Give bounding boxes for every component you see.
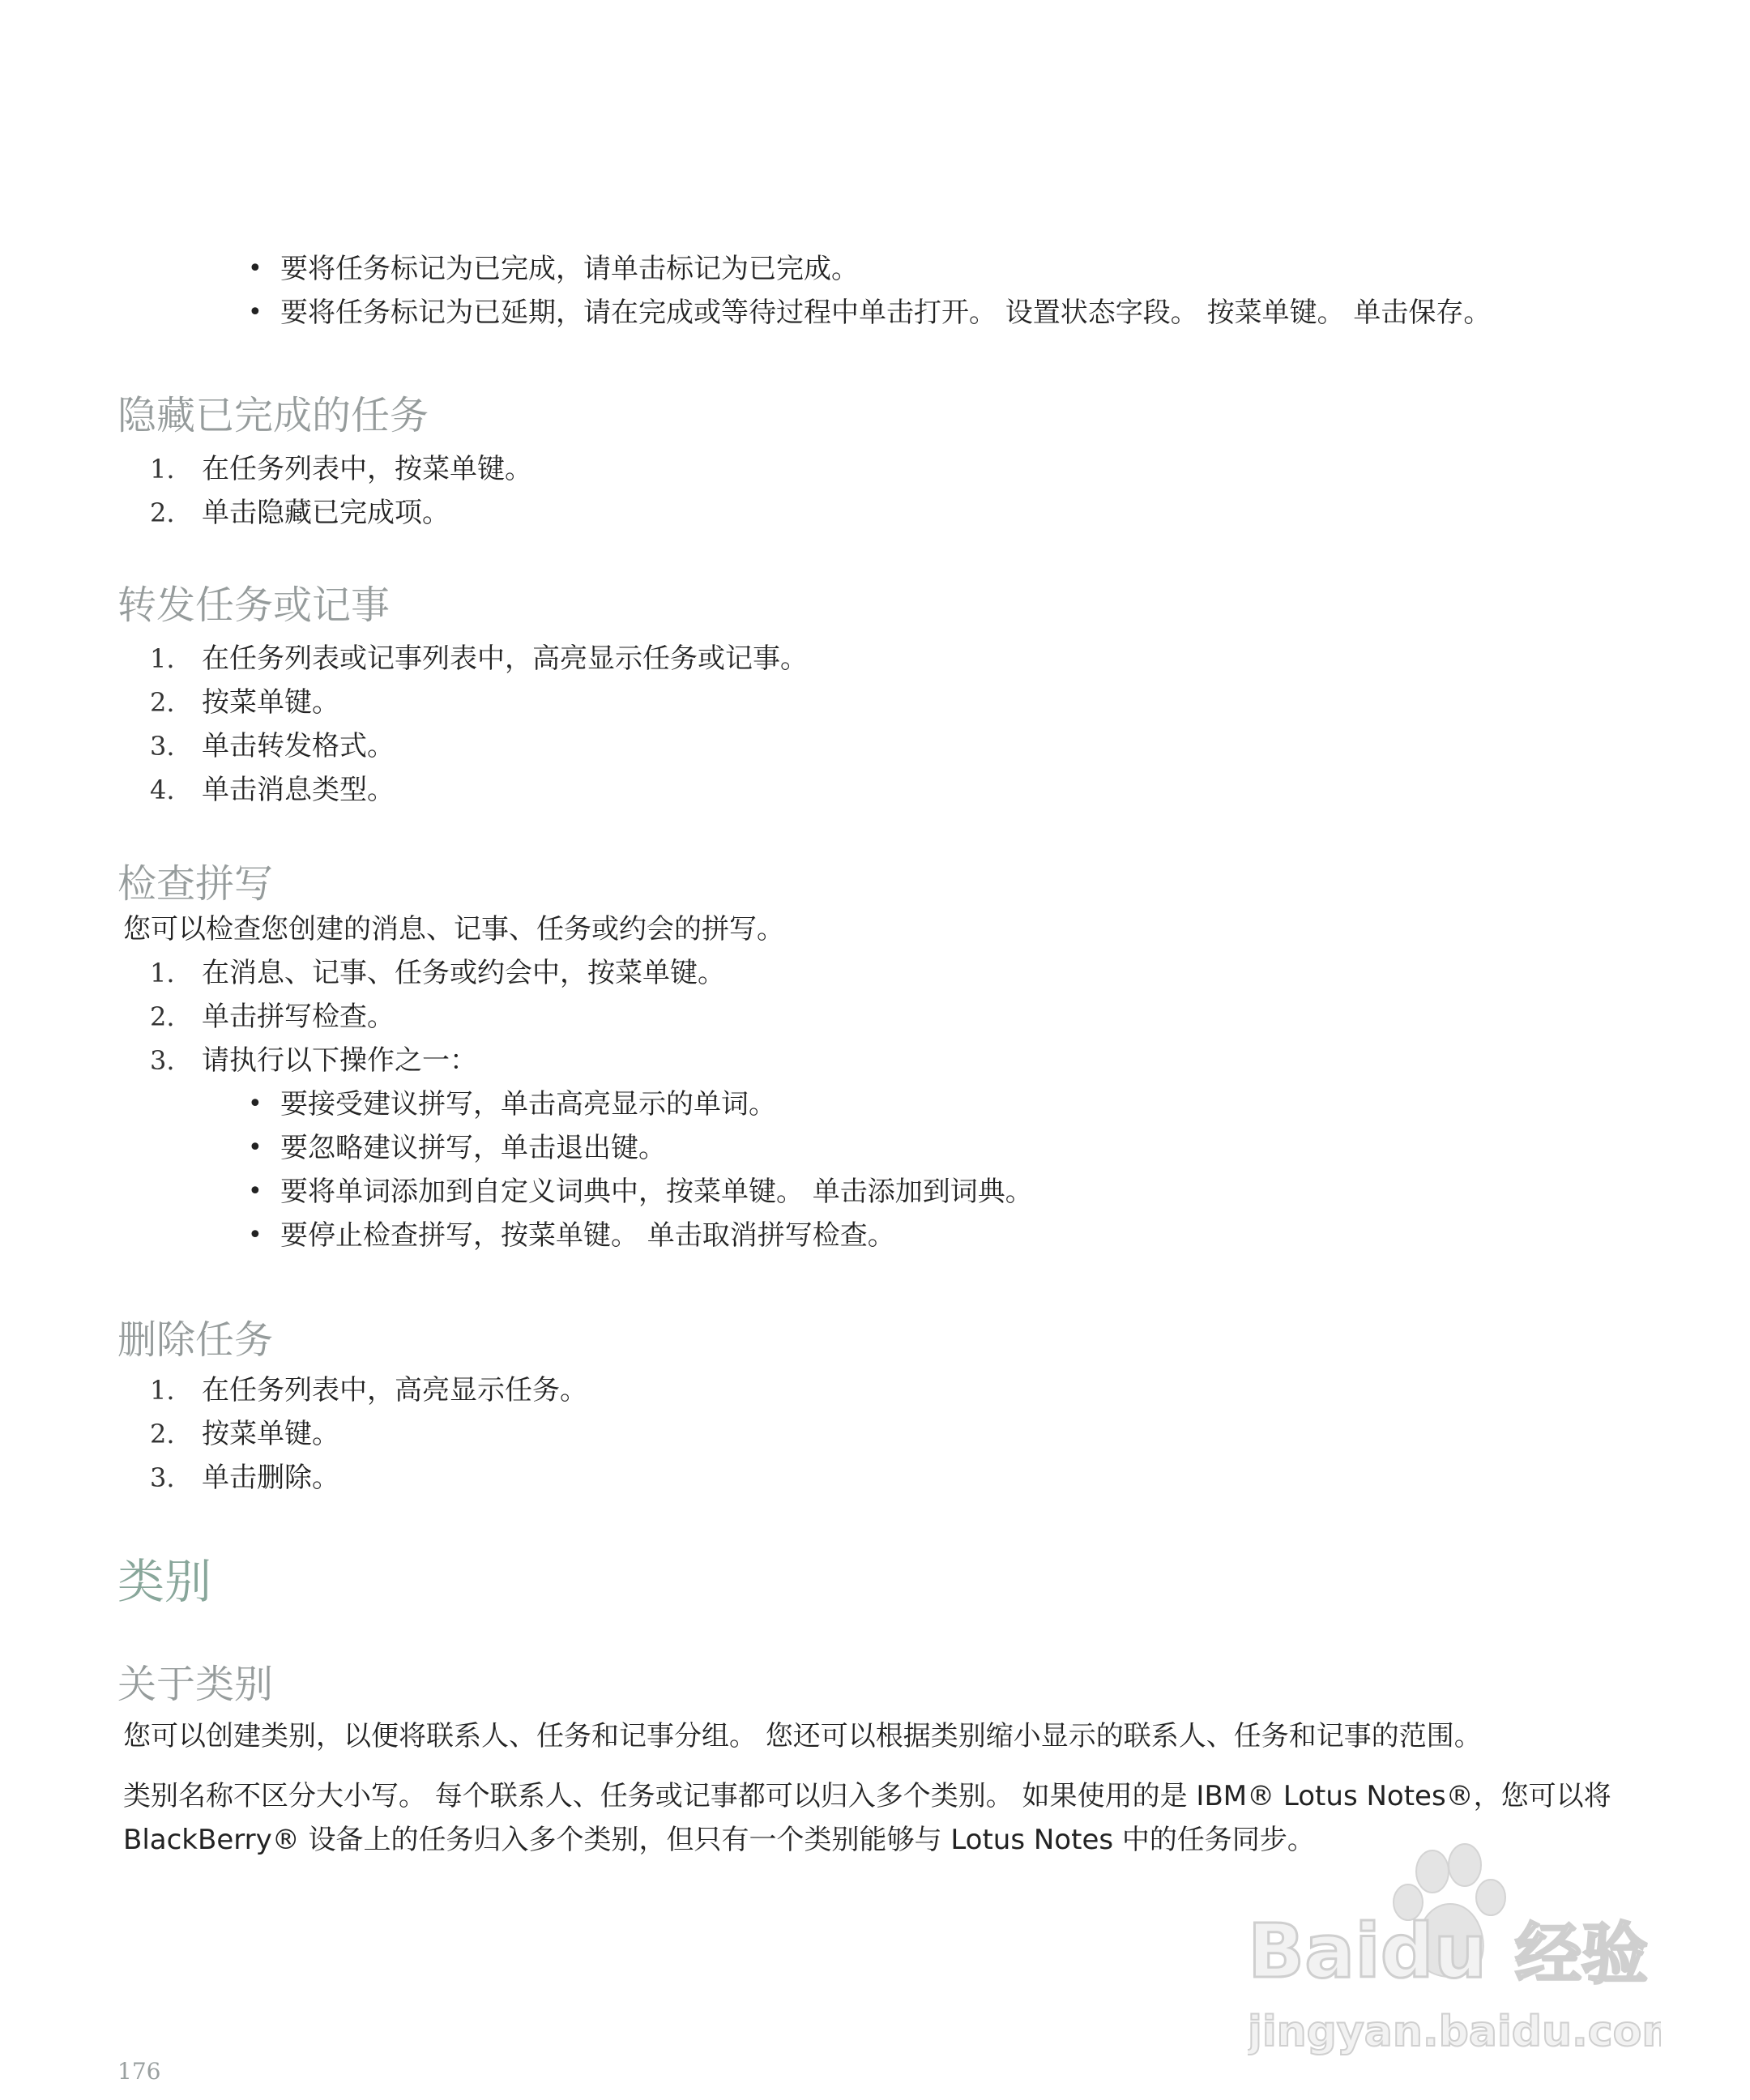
spell-options-list <box>241 1082 1033 1257</box>
step-text: 在任务列表或记事列表中，高亮显示任务或记事。 <box>202 642 808 675</box>
step-text: 单击消息类型。 <box>202 774 395 806</box>
bullet-text: 要将单词添加到自定义词典中，按菜单键。 单击添加到词典。 <box>280 1176 1033 1208</box>
list-item <box>150 1456 587 1500</box>
bullet-icon: • <box>248 254 262 283</box>
bullet-text: 要将任务标记为已完成，请单击标记为已完成。 <box>280 253 859 285</box>
spell-intro: 您可以检查您创建的消息、记事、任务或约会的拼写。 <box>123 913 784 945</box>
step-number: 3. <box>150 731 175 762</box>
step-text: 在任务列表中，按菜单键。 <box>202 453 532 485</box>
bullet-text: 要接受建议拼写，单击高亮显示的单词。 <box>280 1088 776 1120</box>
watermark-url: jingyan.baidu.com <box>1248 2008 1661 2056</box>
step-number: 2. <box>150 1001 175 1032</box>
list-item <box>150 1412 587 1456</box>
list-item <box>150 951 725 995</box>
step-number: 3. <box>150 1045 175 1076</box>
step-number: 1. <box>150 1375 175 1406</box>
list-item <box>241 291 1491 335</box>
list-item <box>150 1039 725 1082</box>
watermark-suffix: 经验 <box>1515 1916 1649 1993</box>
top-bullet-list <box>241 247 1491 335</box>
bullet-icon: • <box>248 1090 262 1118</box>
steps-list-delete <box>150 1368 587 1500</box>
step-text: 按菜单键。 <box>202 686 339 719</box>
watermark-brand: Baidu <box>1248 1908 1488 1995</box>
list-item <box>241 1126 1033 1170</box>
step-number: 1. <box>150 454 175 484</box>
step-text: 单击拼写检查。 <box>202 1001 395 1033</box>
list-item <box>150 724 808 768</box>
list-item <box>150 768 808 812</box>
list-item <box>150 1368 587 1412</box>
list-item <box>150 447 532 491</box>
about-paragraph-2: 类别名称不区分大小写。 每个联系人、任务或记事都可以归入多个类别。 如果使用的是 IBM® Lotus Notes®，您可以将 BlackBerry® 设备上的任务归入多个类别，但只有一个类别能够与 Lotus Notes 中的任务同步。 <box>123 1780 1611 1856</box>
list-item <box>241 1082 1033 1126</box>
step-number: 1. <box>150 643 175 674</box>
step-number: 2. <box>150 687 175 718</box>
bullet-icon: • <box>248 298 262 327</box>
step-text: 单击删除。 <box>202 1462 339 1494</box>
steps-list-forward <box>150 637 808 812</box>
bullet-text: 要忽略建议拼写，单击退出键。 <box>280 1132 666 1164</box>
bullet-text: 要将任务标记为已延期，请在完成或等待过程中单击打开。 设置状态字段。 按菜单键。 单击保存。 <box>280 297 1492 329</box>
bullet-icon: • <box>248 1177 262 1206</box>
step-text: 在消息、记事、任务或约会中，按菜单键。 <box>202 957 725 989</box>
step-number: 3. <box>150 1462 175 1493</box>
list-item <box>150 995 725 1039</box>
baidu-watermark <box>1248 1823 1661 2066</box>
list-item <box>241 1170 1033 1214</box>
about-paragraph-1: 您可以创建类别，以便将联系人、任务和记事分组。 您还可以根据类别缩小显示的联系人、任务和记事的范围。 <box>123 1720 1482 1752</box>
step-number: 2. <box>150 497 175 528</box>
step-text: 单击转发格式。 <box>202 730 395 762</box>
section-heading-spell: 检查拼写 <box>117 861 274 907</box>
step-text: 在任务列表中，高亮显示任务。 <box>202 1374 587 1406</box>
page-number: 176 <box>117 2058 161 2085</box>
chapter-title: 类别 <box>117 1554 212 1609</box>
step-text: 按菜单键。 <box>202 1418 339 1450</box>
section-heading-about: 关于类别 <box>117 1662 274 1707</box>
list-item <box>241 247 1491 291</box>
step-text: 请执行以下操作之一： <box>202 1044 477 1077</box>
step-text: 单击隐藏已完成项。 <box>202 497 450 529</box>
bullet-icon: • <box>248 1133 262 1162</box>
section-heading-hide: 隐藏已完成的任务 <box>117 393 429 438</box>
step-number: 1. <box>150 958 175 988</box>
steps-list-spell <box>150 951 725 1082</box>
list-item <box>241 1214 1033 1257</box>
list-item <box>150 637 808 681</box>
bullet-text: 要停止检查拼写，按菜单键。 单击取消拼写检查。 <box>280 1219 895 1252</box>
steps-list-hide <box>150 447 532 535</box>
list-item <box>150 681 808 724</box>
step-number: 4. <box>150 775 175 805</box>
step-number: 2. <box>150 1419 175 1449</box>
bullet-icon: • <box>248 1221 262 1249</box>
section-heading-forward: 转发任务或记事 <box>117 583 391 628</box>
list-item <box>150 491 532 535</box>
baidu-paw-logo-icon <box>1248 1823 1661 2066</box>
section-heading-delete: 删除任务 <box>117 1317 274 1363</box>
